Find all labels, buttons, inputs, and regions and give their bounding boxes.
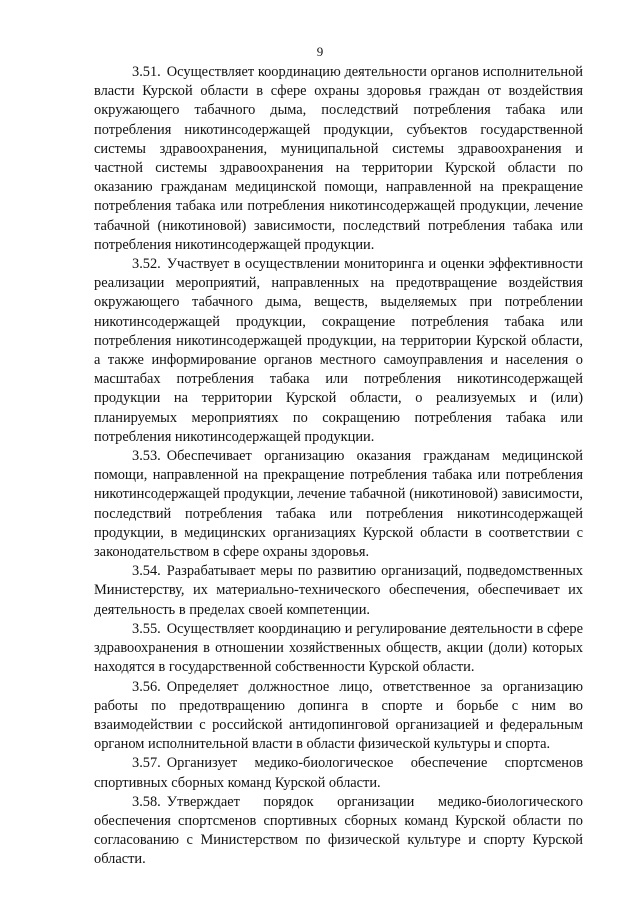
paragraph-3-58 (94, 793, 583, 870)
paragraph-text: Участвует в осуществлении мониторинга и оценки эффективности реализации мероприятий, направленных на предотвращение воздействия окружающего табачного дыма, веществ, выделяемых при потреблении никотинсодержащей продукции, сокращение потребления табака или потребления никотинсодержащей продукции, на территории Курской области, а также информирование органов местного самоуправления и населения о масштабах потребления табака или потребления никотинсодержащей продукции на территории Курской области, о реализуемых и (или) планируемых мероприятиях по сокращению потребления табака или потребления никотинсодержащей продукции. (94, 256, 583, 445)
paragraph-number: 3.55. (132, 620, 161, 637)
paragraph-3-57 (94, 754, 583, 792)
paragraph-3-54 (94, 562, 583, 620)
paragraph-text: Осуществляет координацию деятельности органов исполнительной власти Курской области в сфере охраны здоровья граждан от воздействия окружающего табачного дыма, последствий потребления табака или потребления никотинсодержащей продукции, субъектов государственной системы здравоохранения, муниципальной системы здравоохранения и частной системы здравоохранения на территории Курской области по оказанию гражданам медицинской помощи, направленной на прекращение потребления табака или потребления никотинсодержащей продукции, лечение табачной (никотиновой) зависимости, последствий потребления табака или потребления никотинсодержащей продукции. (94, 64, 583, 253)
document-body (94, 63, 583, 870)
paragraph-number: 3.57. (132, 755, 161, 772)
paragraph-text: Определяет должностное лицо, ответственное за организацию работы по предотвращению допинга в спорте и борьбе с ним во взаимодействии с российской антидопинговой организацией и федеральным органом исполнительной власти в области физической культуры и спорта. (94, 678, 583, 753)
paragraph-3-55 (94, 620, 583, 678)
paragraph-number: 3.58. (132, 793, 161, 810)
paragraph-3-52 (94, 255, 583, 447)
paragraph-text: Обеспечивает организацию оказания гражданам медицинской помощи, направленной на прекращение потребления табака или потребления никотинсодержащей продукции, лечение табачной (никотиновой) зависимости, последствий потребления табака или потребления никотинсодержащей продукции, в медицинских организациях Курской области в соответствии с законодательством в сфере охраны здоровья. (94, 448, 583, 561)
paragraph-text: Разрабатывает меры по развитию организаций, подведомственных Министерству, их материально-технического обеспечения, обеспечивает их деятельность в пределах своей компетенции. (94, 563, 583, 618)
page-number: 9 (316, 44, 324, 59)
paragraph-number: 3.54. (132, 563, 161, 580)
paragraph-3-56 (94, 678, 583, 755)
paragraph-text: Утверждает порядок организации медико-биологического обеспечения спортсменов спортивных сборных команд Курской области по согласованию с Министерством по физической культуре и спорту Курской области. (94, 793, 583, 868)
paragraph-number: 3.56. (132, 678, 161, 695)
paragraph-number: 3.53. (132, 448, 161, 465)
paragraph-text: Осуществляет координацию и регулирование деятельности в сфере здравоохранения в отношении хозяйственных обществ, акции (доли) которых находятся в государственной собственности Курской области. (94, 620, 583, 676)
paragraph-number: 3.52. (132, 256, 161, 273)
paragraph-number: 3.51. (132, 64, 161, 80)
paragraph-3-51 (94, 63, 583, 255)
paragraph-3-53 (94, 447, 583, 562)
paragraph-text: Организует медико-биологическое обеспечение спортсменов спортивных сборных команд Курской области. (94, 755, 583, 791)
